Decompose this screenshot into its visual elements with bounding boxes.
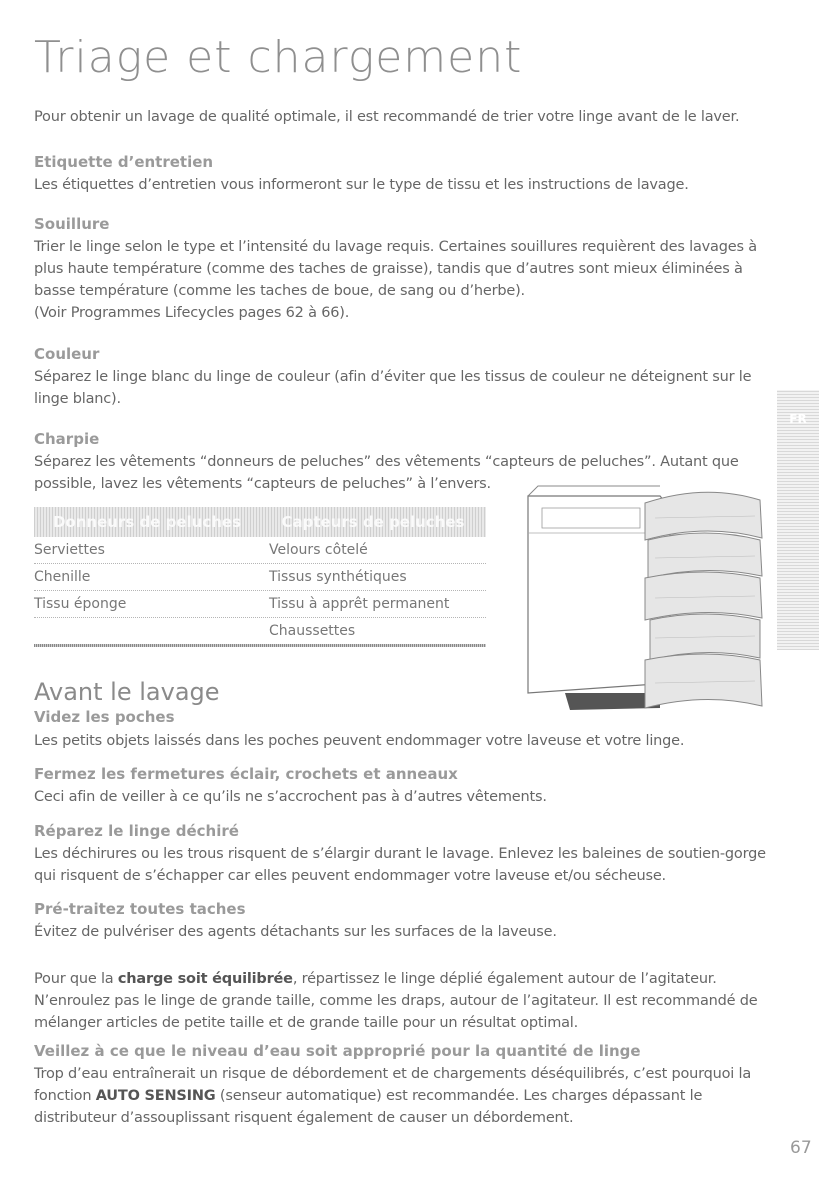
niveau-text-post: (senseur automatique) est recommandée. Les charges dépassant le distributeur d’assouplissant risquent également de causer un débordement. [34, 1088, 703, 1126]
taches-heading: Pré-traitez toutes taches [34, 900, 246, 918]
taches-text: Évitez de pulvériser des agents détachants sur les surfaces de la laveuse. [34, 924, 557, 940]
poches-text: Les petits objets laissés dans les poches peuvent endommager votre laveuse et votre linge. [34, 733, 685, 749]
couleur-heading: Couleur [34, 345, 100, 363]
table-row [34, 537, 486, 564]
niveau-text-pre: Trop d’eau entraînerait un risque de débordement et de chargements déséquilibrés, c’est pourquoi la fonction [34, 1066, 752, 1104]
lint-header-capteurs: Capteurs de peluches [281, 513, 465, 531]
table-row [34, 564, 486, 591]
niveau-paragraph [34, 1063, 774, 1129]
fermetures-text: Ceci afin de veiller à ce qu’ils ne s’accrochent pas à d’autres vêtements. [34, 789, 547, 805]
table-cell: Serviettes [34, 542, 105, 558]
lint-header-donneurs: Donneurs de peluches [52, 513, 242, 531]
charge-text-pre: Pour que la [34, 971, 118, 987]
couleur-text: Séparez le linge blanc du linge de couleur (afin d’éviter que les tissus de couleur ne déteignent sur le linge blanc). [34, 369, 752, 407]
lint-table [34, 507, 486, 647]
table-cell: Tissu à apprêt permanent [269, 596, 450, 612]
table-cell: Velours côtelé [269, 542, 368, 558]
etiquette-heading: Etiquette d’entretien [34, 153, 214, 171]
charpie-text: Séparez les vêtements “donneurs de peluches” des vêtements “capteurs de peluches”. Autant que possible, lavez les vêtements “capteurs de peluches” à l’envers. [34, 454, 739, 492]
avant-heading: Avant le lavage [34, 678, 220, 706]
language-tab [777, 390, 819, 650]
table-cell: Tissus synthétiques [269, 569, 407, 585]
table-row [34, 591, 486, 618]
souillure-note: (Voir Programmes Lifecycles pages 62 à 66). [34, 305, 350, 321]
niveau-heading: Veillez à ce que le niveau d’eau soit approprié pour la quantité de linge [34, 1042, 641, 1060]
table-cell [34, 618, 269, 644]
charpie-heading: Charpie [34, 430, 100, 448]
charge-text-bold: charge soit équilibrée [117, 971, 293, 987]
charge-text-post: , répartissez le linge déplié également autour de l’agitateur. N’enroulez pas le linge de grande taille, comme les draps, autour de l’agitateur. Il est recommandé de mélanger articles de petite taille et de grande taille pour un résultat optimal. [34, 971, 758, 1031]
poches-heading: Videz les poches [34, 708, 175, 726]
language-tab-label: FR [789, 412, 807, 426]
charge-paragraph [34, 968, 774, 1034]
table-cell: Chaussettes [269, 623, 356, 639]
fermetures-heading: Fermez les fermetures éclair, crochets et anneaux [34, 765, 458, 783]
souillure-text: Trier le linge selon le type et l’intensité du lavage requis. Certaines souillures requièrent des lavages à plus haute température (comme des taches de graisse), tandis que d’autres sont mieux éliminées à basse température (comme les taches de boue, de sang ou d’herbe). [34, 239, 757, 299]
etiquette-text: Les étiquettes d’entretien vous informeront sur le type de tissu et les instructions de lavage. [34, 177, 689, 193]
dechire-heading: Réparez le linge déchiré [34, 822, 239, 840]
niveau-text-bold: AUTO SENSING [95, 1088, 216, 1104]
intro-text: Pour obtenir un lavage de qualité optimale, il est recommandé de trier votre linge avant de le laver. [34, 109, 740, 125]
washer-illustration [520, 478, 765, 718]
page-number: 67 [790, 1138, 812, 1158]
page-title: Triage et chargement [34, 32, 523, 83]
table-row [34, 618, 486, 644]
table-cell: Tissu éponge [34, 596, 127, 612]
lint-table-header [34, 507, 486, 537]
table-cell: Chenille [34, 569, 91, 585]
table-bottom-rule [34, 644, 486, 647]
dechire-text: Les déchirures ou les trous risquent de s’élargir durant le lavage. Enlevez les baleines de soutien-gorge qui risquent de s’échapper car elles peuvent endommager votre laveuse et/ou sécheuse. [34, 846, 766, 884]
souillure-heading: Souillure [34, 215, 110, 233]
